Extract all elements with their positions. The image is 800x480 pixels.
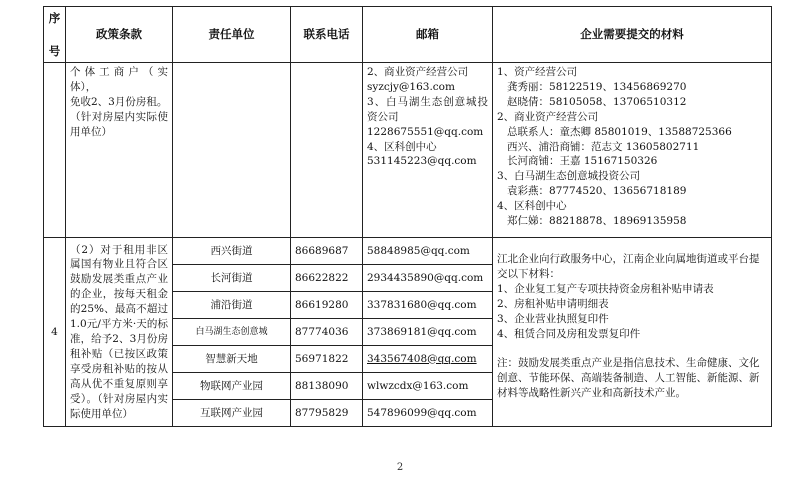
row1-phone bbox=[291, 63, 363, 238]
header-index: 序 号 bbox=[44, 7, 66, 63]
row1-policy: 个体工商户（实体）， 免收2、3月份房租。 （针对房屋内实际使用单位） bbox=[66, 63, 173, 238]
row1-email: 2、商业资产经营公司 syzcjy@163.com 3、白马湖生态创意城投资公司 1228675551@qq.com 4、区科创中心 531145223@qq.com bbox=[363, 63, 493, 238]
header-policy: 政策条款 bbox=[66, 7, 173, 63]
row1-materials: 1、资产经营公司 龚秀丽：58122519、13456869270 赵晓倩：58105058、13706510312 2、商业资产经营公司 总联系人：童杰卿 85801019、13588725366 西兴、浦沿商铺：范志文 13605802711 长河商铺：王嘉 15167150326 3、白马湖生态创意城投资公司 袁彩燕：87774520、13656718189 4、区科创中心 郑仁娣：88218878、18969135958 bbox=[493, 63, 772, 238]
row2-policy: （2）对于租用非区属国有物业且符合区鼓励发展类重点产业的企业，按每天租金的25%、最高不超过1.0元/平方米·天的标准，给予2、3月份房租补贴（已按区政策享受房租补贴的按从高从优不重复原则享受）。（针对房屋内实际使用单位） bbox=[66, 238, 173, 427]
unit-name: 物联网产业园 bbox=[173, 373, 291, 400]
unit-email: 2934435890@qq.com bbox=[363, 265, 493, 292]
unit-email-link[interactable]: 343567408@qq.com bbox=[363, 346, 493, 373]
unit-phone: 87774036 bbox=[291, 319, 363, 346]
row1-unit bbox=[173, 63, 291, 238]
unit-name: 浦沿街道 bbox=[173, 292, 291, 319]
row1-index bbox=[44, 63, 66, 238]
header-phone: 联系电话 bbox=[291, 7, 363, 63]
unit-name: 长河街道 bbox=[173, 265, 291, 292]
policy-table bbox=[43, 6, 772, 427]
unit-phone: 56971822 bbox=[291, 346, 363, 373]
unit-phone: 87795829 bbox=[291, 400, 363, 427]
unit-name: 西兴街道 bbox=[173, 238, 291, 265]
unit-email: 373869181@qq.com bbox=[363, 319, 493, 346]
unit-email: 547896099@qq.com bbox=[363, 400, 493, 427]
unit-name: 互联网产业园 bbox=[173, 400, 291, 427]
header-materials: 企业需要提交的材料 bbox=[493, 7, 772, 63]
unit-phone: 86689687 bbox=[291, 238, 363, 265]
unit-phone: 88138090 bbox=[291, 373, 363, 400]
unit-name: 白马湖生态创意城 bbox=[173, 319, 291, 346]
unit-email: 58848985@qq.com bbox=[363, 238, 493, 265]
table-row bbox=[44, 63, 772, 238]
header-email: 邮箱 bbox=[363, 7, 493, 63]
header-unit: 责任单位 bbox=[173, 7, 291, 63]
unit-email: 337831680@qq.com bbox=[363, 292, 493, 319]
row2-index: 4 bbox=[44, 238, 66, 427]
unit-email: wlwzcdx@163.com bbox=[363, 373, 493, 400]
page-number: 2 bbox=[396, 462, 404, 473]
row2-materials: 江北企业向行政服务中心，江南企业向属地街道或平台提交以下材料： 1、企业复工复产专项扶持资金房租补贴申请表 2、房租补贴申请明细表 3、企业营业执照复印件 4、租赁合同及房租发票复印件 注：鼓励发展类重点产业是指信息技术、生命健康、文化创意、节能环保、高端装备制造、人工智能、新能源、新材料等战略性新兴产业和高新技术产业。 bbox=[493, 238, 772, 427]
unit-phone: 86619280 bbox=[291, 292, 363, 319]
unit-phone: 86622822 bbox=[291, 265, 363, 292]
unit-name: 智慧新天地 bbox=[173, 346, 291, 373]
table-header-row bbox=[44, 7, 772, 63]
table-row bbox=[44, 238, 772, 265]
